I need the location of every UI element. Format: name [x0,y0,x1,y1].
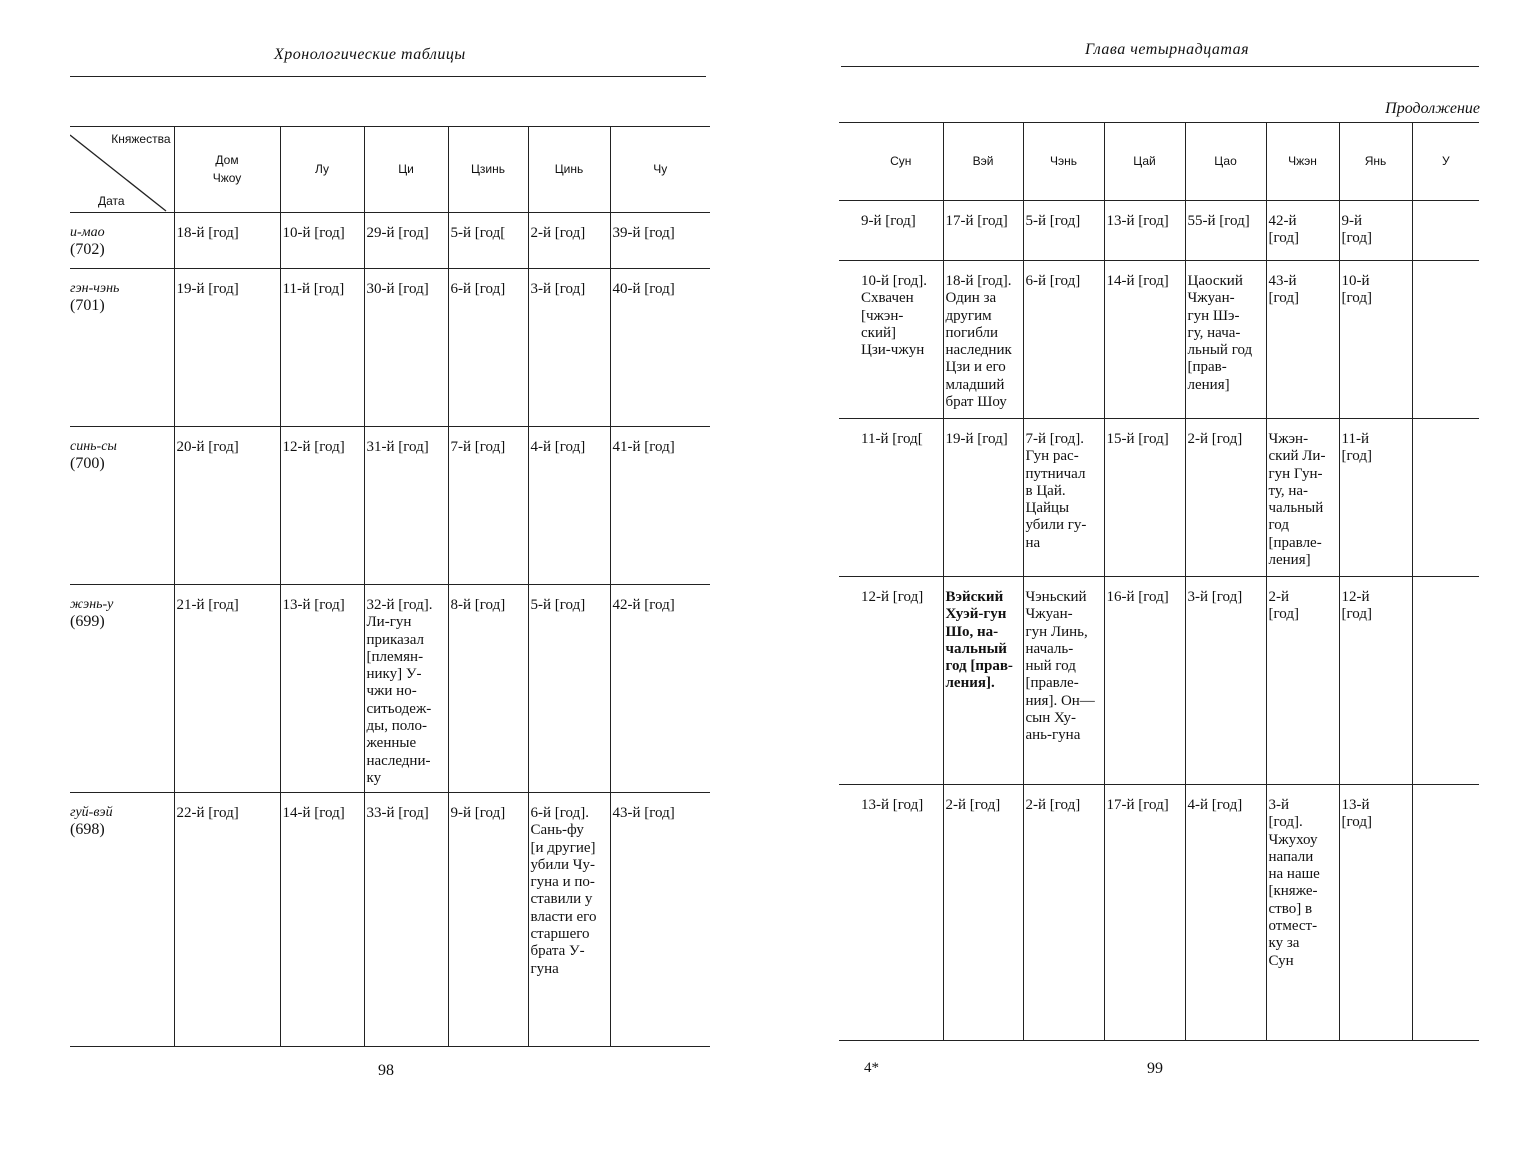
column-header: Цинь [528,127,610,213]
date-cell [70,269,174,427]
table-cell: 31-й [год] [364,427,448,585]
column-header: Чэнь [1023,123,1104,201]
table-cell: 15-й [год] [1104,419,1185,577]
table-cell: 11-й [год] [280,269,364,427]
column-header: Дом Чжоу [174,127,280,213]
table-cell: 3-й [год] [1185,577,1266,785]
table-row [839,577,1479,785]
date-cell [70,213,174,269]
table-cell: 12-й [год] [1339,577,1412,785]
corner-label-principalities: Княжества [111,132,171,146]
table-cell: 17-й [год] [1104,785,1185,1041]
year-bc: (702) [70,241,105,258]
table-cell: 2-й [год] [528,213,610,269]
table-cell: Вэйский Хуэй-гун Шо, на- чальный год [прав- ления]. [943,577,1023,785]
corner-label-date: Дата [98,193,125,208]
table-cell: 8-й [год] [448,585,528,793]
table-cell: 3-й [год] [528,269,610,427]
table-header [70,127,710,213]
table-cell: 33-й [год] [364,793,448,1047]
column-header: Ци [364,127,448,213]
table-cell: 13-й [год] [861,797,924,813]
table-cell: 3-й [год]. Чжухоу напали на наше [княже- ство] в отмест- ку за Сун [1266,785,1339,1041]
table-cell: 29-й [год] [364,213,448,269]
table-cell: 22-й [год] [174,793,280,1047]
table-cell: 6-й [год]. Сань-фу [и другие] убили Чу- гуна и по- ставили у власти его старшего брата У- гуна [528,793,610,1047]
table-cell: 2-й [год] [1185,419,1266,577]
column-header: Цао [1185,123,1266,201]
table-cell: 14-й [год] [280,793,364,1047]
column-header: Цай [1104,123,1185,201]
table-cell: 9-й [год] [448,793,528,1047]
right-page [763,0,1526,1158]
table-cell: 17-й [год] [943,201,1023,261]
table-cell [1412,419,1479,577]
table-cell: Чжэн- ский Ли- гун Гун- ту, на- чальный год [правле- ления] [1266,419,1339,577]
column-header: Цзинь [448,127,528,213]
year-bc: (700) [70,455,105,472]
head-rule [70,76,706,77]
table-cell: 12-й [год] [861,589,924,605]
table-cell: 4-й [год] [1185,785,1266,1041]
date-cell [70,793,174,1047]
column-header: Сун [890,153,912,168]
table-cell: 19-й [год] [943,419,1023,577]
table-cell: 30-й [год] [364,269,448,427]
table-cell: 42-й [год] [610,585,710,793]
column-header: Чжэн [1266,123,1339,201]
table-cell: 7-й [год]. Гун рас- путничал в Цай. Цайцы убили гу- на [1023,419,1104,577]
table-row [839,201,1479,261]
table-cell [1412,785,1479,1041]
column-header: Янь [1339,123,1412,201]
table-cell: 43-й [год] [610,793,710,1047]
continuation-label: Продолжение [1385,100,1480,117]
head-rule [841,66,1479,67]
chronology-table-right [839,122,1479,1041]
cyclical-date: синь-сы [70,439,117,454]
table-cell [1412,201,1479,261]
table-row [839,419,1479,577]
signature-mark: 4* [864,1060,879,1076]
running-head: Глава четырнадцатая [1085,41,1250,58]
table-cell: 55-й [год] [1185,201,1266,261]
table-cell: 13-й [год] [280,585,364,793]
column-header: Лу [280,127,364,213]
table-cell: 10-й [год]. Схвачен [чжэн- ский] Цзи-чжун [861,273,927,359]
table-cell: 18-й [год] [174,213,280,269]
table-cell: 2-й [год] [1023,785,1104,1041]
table-cell: 16-й [год] [1104,577,1185,785]
table-cell: 10-й [год] [280,213,364,269]
table-cell: 18-й [год]. Один за другим погибли наследник Цзи и его младший брат Шоу [943,261,1023,419]
column-header: Вэй [943,123,1023,201]
year-bc: (699) [70,613,105,630]
date-cell [70,585,174,793]
table-header [839,123,1479,201]
cyclical-date: и-мао [70,225,105,240]
year-bc: (698) [70,821,105,838]
table-cell: 2-й [год] [1266,577,1339,785]
column-header: Чу [610,127,710,213]
table-cell: 32-й [год]. Ли-гун приказал [племян- нику] У- чжи но- ситьодеж- ды, поло- женные наследни- ку [364,585,448,793]
page-number: 98 [378,1062,394,1079]
table-cell: 42-й [год] [1266,201,1339,261]
table-cell: 21-й [год] [174,585,280,793]
year-bc: (701) [70,297,105,314]
table-cell: 5-й [год] [1023,201,1104,261]
corner-cell [70,127,174,213]
table-cell: 11-й [год] [1339,419,1412,577]
table-cell: 13-й [год] [1339,785,1412,1041]
table-cell: 4-й [год] [528,427,610,585]
chronology-table-left [70,126,710,1047]
table-cell: 13-й [год] [1104,201,1185,261]
table-row [70,793,710,1047]
date-cell [70,427,174,585]
table-cell: 9-й [год] [861,213,916,229]
table-row [70,427,710,585]
column-header: У [1412,123,1479,201]
table-cell: Чэньский Чжуан- гун Линь, началь- ный год [правле- ния]. Он— сын Ху- ань-гуна [1023,577,1104,785]
table-cell: 11-й [год[ [861,431,923,447]
table-row [70,269,710,427]
table-cell: 6-й [год] [1023,261,1104,419]
table-cell: 43-й [год] [1266,261,1339,419]
cyclical-date: гэн-чэнь [70,281,120,296]
table-cell [1412,261,1479,419]
table-cell: Цаоский Чжуан- гун Шэ- гу, нача- льный год [прав- ления] [1185,261,1266,419]
table-cell: 9-й [год] [1339,201,1412,261]
table-cell: 7-й [год] [448,427,528,585]
table-cell: 19-й [год] [174,269,280,427]
table-cell: 14-й [год] [1104,261,1185,419]
table-row [839,785,1479,1041]
table-cell [1412,577,1479,785]
running-head: Хронологические таблицы [274,46,466,63]
table-cell: 6-й [год] [448,269,528,427]
page-number: 99 [1147,1060,1163,1077]
table-cell: 20-й [год] [174,427,280,585]
table-cell: 10-й [год] [1339,261,1412,419]
table-cell: 5-й [год] [528,585,610,793]
table-row [839,261,1479,419]
table-cell: 41-й [год] [610,427,710,585]
table-cell: 5-й [год[ [448,213,528,269]
table-row [70,213,710,269]
table-row [70,585,710,793]
table-cell: 12-й [год] [280,427,364,585]
table-cell: 2-й [год] [943,785,1023,1041]
table-cell: 39-й [год] [610,213,710,269]
table-cell: 40-й [год] [610,269,710,427]
cyclical-date: жэнь-у [70,597,114,612]
cyclical-date: гуй-вэй [70,805,113,820]
